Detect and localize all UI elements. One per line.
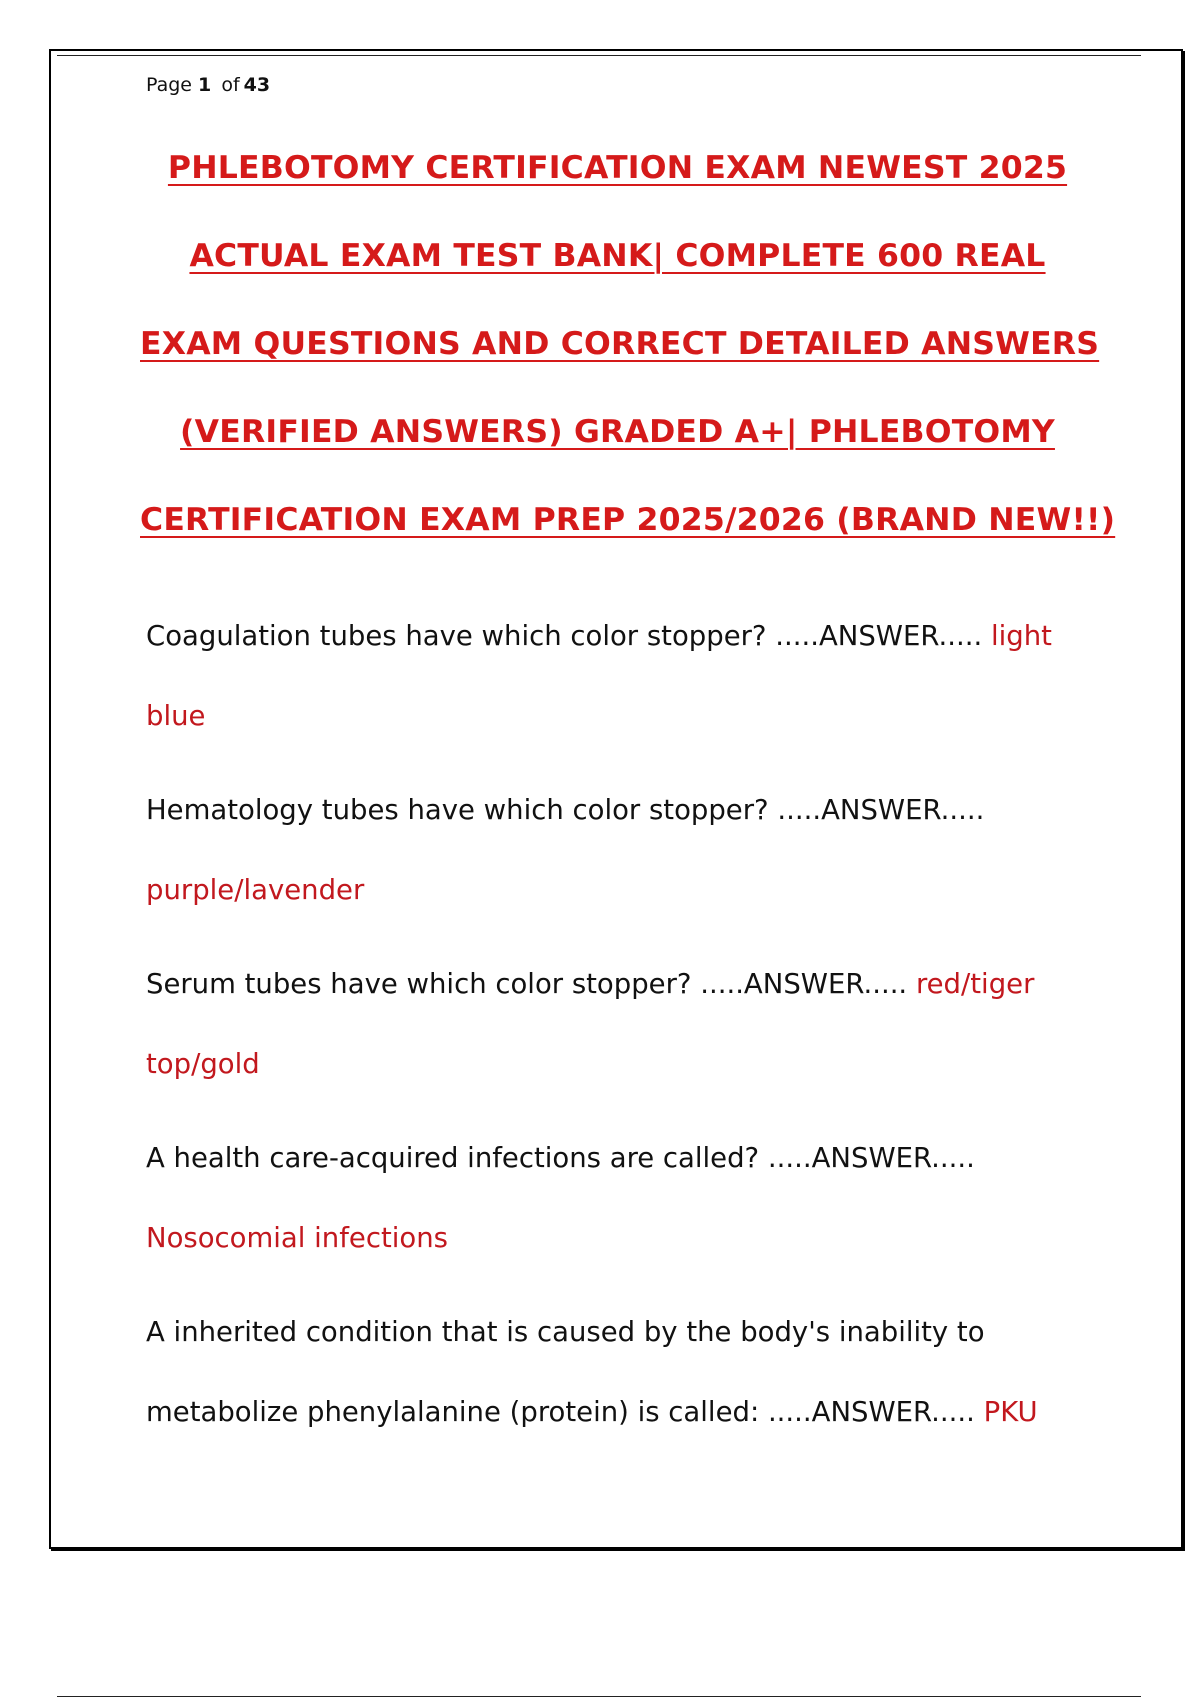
qa-item bbox=[146, 945, 1096, 1104]
question-text: A health care-acquired infections are called? .....ANSWER..... bbox=[146, 1142, 975, 1174]
qa-item bbox=[146, 1119, 1096, 1278]
answer-text: Nosocomial infections bbox=[146, 1221, 448, 1254]
answer-text: light blue bbox=[146, 620, 1052, 732]
page-prefix: Page bbox=[146, 74, 192, 96]
answer-text: red/tiger top/gold bbox=[146, 968, 1035, 1080]
bottom-rule bbox=[57, 1696, 1141, 1697]
qa-item bbox=[146, 771, 1096, 930]
page-separator: of bbox=[221, 74, 240, 96]
title-line: CERTIFICATION EXAM PREP 2025/2026 (BRAND NEW!!) bbox=[140, 502, 1116, 538]
title-line: EXAM QUESTIONS AND CORRECT DETAILED ANSWERS bbox=[140, 326, 1100, 362]
document-title bbox=[140, 145, 1116, 585]
question-text: Serum tubes have which color stopper? .....ANSWER..... bbox=[146, 968, 908, 1000]
question-text: Coagulation tubes have which color stopper? .....ANSWER..... bbox=[146, 620, 983, 652]
qa-item bbox=[146, 1293, 1096, 1452]
title-line: (VERIFIED ANSWERS) GRADED A+| PHLEBOTOMY bbox=[180, 414, 1055, 450]
answer-text: purple/lavender bbox=[146, 873, 365, 906]
total-pages: 43 bbox=[243, 74, 271, 96]
question-text: Hematology tubes have which color stopper? .....ANSWER..... bbox=[146, 794, 985, 826]
page-indicator bbox=[146, 74, 270, 96]
current-page: 1 bbox=[198, 74, 212, 96]
question-text: A inherited condition that is caused by the body's inability to metabolize phenylalanine (protein) is called: .....ANSWER..... bbox=[146, 1316, 985, 1428]
title-line: ACTUAL EXAM TEST BANK| COMPLETE 600 REAL bbox=[189, 238, 1046, 274]
qa-list bbox=[146, 597, 1096, 1467]
answer-text: PKU bbox=[983, 1395, 1038, 1428]
title-line: PHLEBOTOMY CERTIFICATION EXAM NEWEST 2025 bbox=[167, 150, 1068, 186]
qa-item bbox=[146, 597, 1096, 756]
